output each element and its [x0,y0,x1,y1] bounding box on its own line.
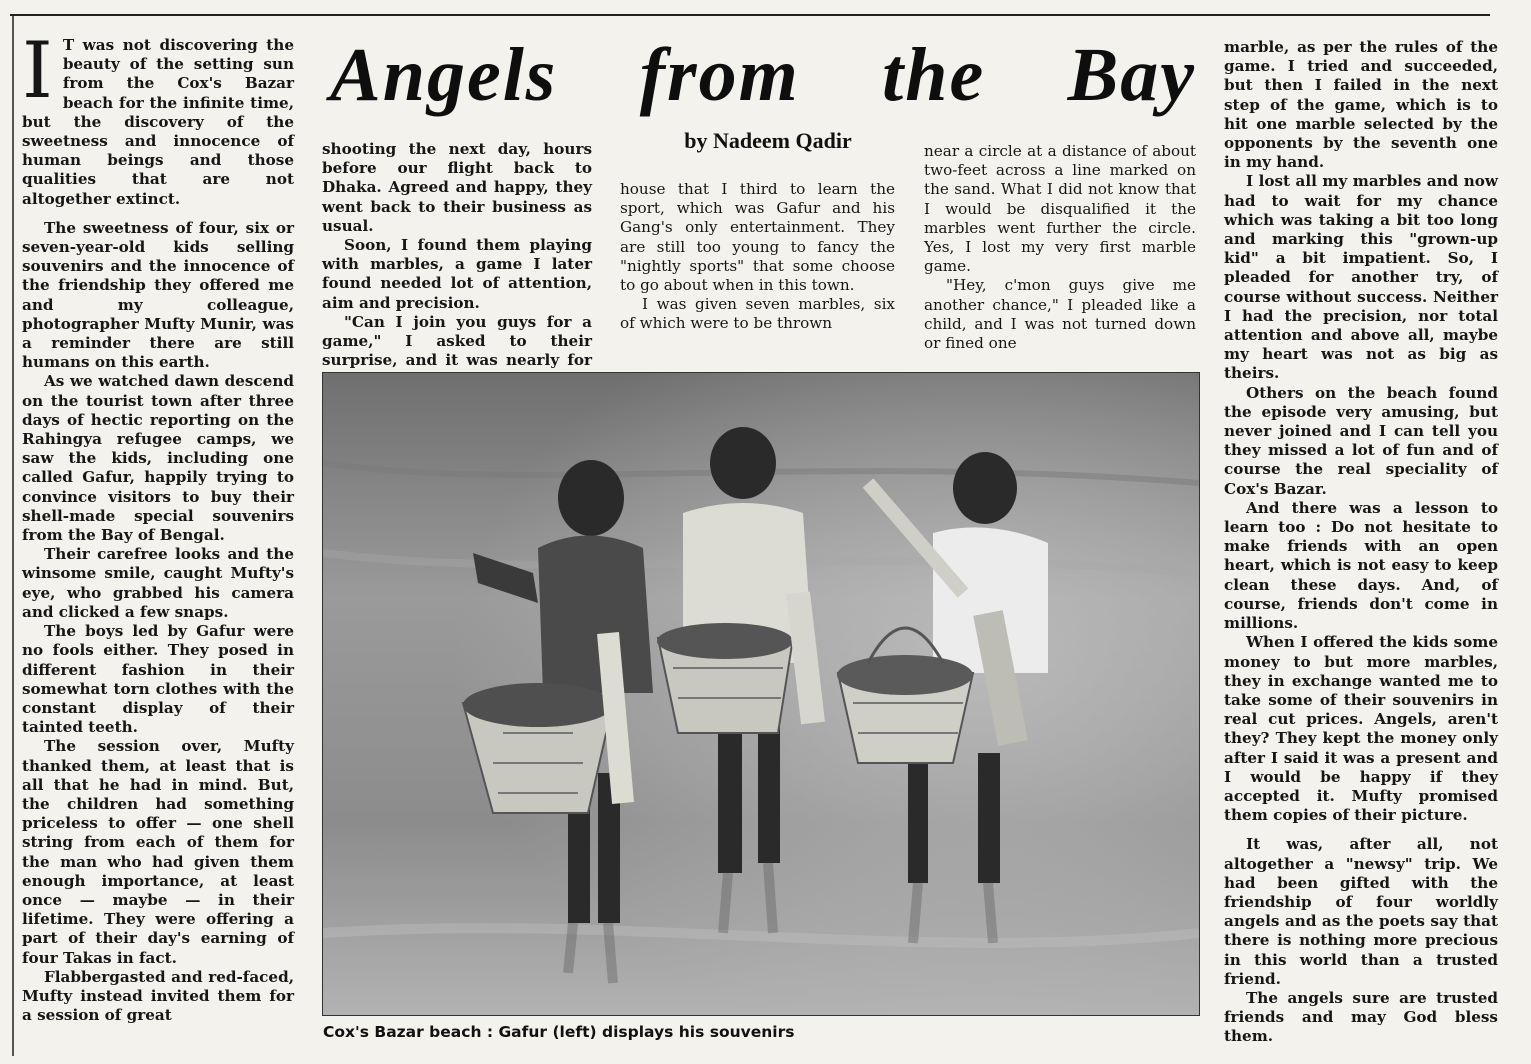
shell-strings-left [608,633,623,803]
paragraph: The angels sure are trusted friends and may God bless them. [1224,988,1498,1046]
paragraph: The sweetness of four, six or seven-year-old kids selling souvenirs and the innocence of the friendship they offered me and my colleague, photographer Mufty Munir, was a reminder there are still humans on this earth. [22,218,294,372]
paragraph: house that I third to learn the sport, which was Gafur and his Gang's only entertainment. They are still too young to fancy the "nightly sports" that some choose to go about when in this town. [620,180,895,295]
paragraph: near a circle at a distance of about two-feet across a line marked on the sand. What I did not know that I would be disqualified it the marbles went further the circle. Yes, I lost my very first marble game. [924,142,1196,276]
paragraph: shooting the next day, hours before our flight back to Dhaka. Agreed and happy, they went back to their business as usual. [322,140,592,235]
paragraph: Others on the beach found the episode very amusing, but never joined and I can tell you they missed a lot of fun and of course the real speciality of Cox's Bazar. [1224,383,1498,498]
column-4 [924,142,1196,353]
column-5 [1224,38,1498,1047]
paragraph-text: T was not discovering the beauty of the setting sun from the Cox's Bazar beach for the infinite time, but the discovery of the sweetness and innocence of human beings and those qualities that are not altogether extinct. [22,36,294,208]
drop-cap: I [22,26,53,116]
paragraph: Flabbergasted and red-faced, Mufty instead invited them for a session of great [22,967,294,1025]
shell-strings-middle [798,593,813,723]
paragraph: I was given seven marbles, six of which were to be thrown [620,295,895,333]
article-photo [322,372,1200,1016]
paragraph: marble, as per the rules of the game. I tried and succeeded, but then I failed in the next step of the game, which is to hit one marble selected by the opponents by the seventh one in my hand. [1224,38,1498,172]
paragraph: Soon, I found them playing with marbles, a game I later found needed lot of attention, aim and precision. [322,236,592,312]
paragraph: It was, after all, not altogether a "newsy" trip. We had been gifted with the friendship of four worldly angels and as the poets say that there is nothing more precious in this world than a trusted friend. [1224,835,1498,988]
top-rule [10,14,1490,16]
paragraph: "Hey, c'mon guys give me another chance," I pleaded like a child, and I was not turned down or fined one [924,276,1196,353]
paragraph: As we watched dawn descend on the tourist town after three days of hectic reporting on the Rahingya refugee camps, we saw the kids, including one called Gafur, happily trying to convince visitors to buy their shell-made special souvenirs from the Bay of Bengal. [22,372,294,545]
column-1 [22,26,294,1025]
paragraph [22,26,294,209]
basket-middle [657,623,793,733]
column-rule [12,16,14,1056]
paragraph: I lost all my marbles and now had to wait for my chance which was taking a bit too long and marking this "grown-up kid" a bit impatient. So, I pleaded for another try, of course without success. Neither I had the precision, nor total attention and above all, maybe my heart was not as big as theirs. [1224,172,1498,383]
paragraph: The session over, Mufty thanked them, at least that is all that he had in mind. But, the children had something priceless to offer — one shell string from each of them for the man who had given them enough importance, at least once — maybe — in their lifetime. They were offering a part of their day's earning of four Takas in fact. [22,737,294,967]
paragraph: Their carefree looks and the winsome smile, caught Mufty's eye, who grabbed his camera and clicked a few snaps. [22,545,294,621]
headline: Angels from the Bay [330,33,1196,117]
column-2 [322,140,592,390]
beach-kids-photo [323,373,1199,1015]
column-3 [620,180,895,334]
byline: by Nadeem Qadir [684,128,852,153]
paragraph: And there was a lesson to learn too : Do not hesitate to make friends with an open heart, which is not easy to keep clean these days. And, of course, friends don't come in millions. [1224,498,1498,633]
paragraph: The boys led by Gafur were no fools either. They posed in different fashion in their somewhat torn clothes with the constant display of their tainted teeth. [22,622,294,737]
paragraph: When I offered the kids some money to but more marbles, they in exchange wanted me to take some of their souvenirs in real cut prices. Angels, aren't they? They kept the money only after I said it was a present and I would be happy if they accepted it. Mufty promised them copies of their picture. [1224,633,1498,825]
photo-caption: Cox's Bazar beach : Gafur (left) displays his souvenirs [323,1023,795,1041]
paragraph: "Can I join you guys for a game," I asked to their surprise, and it was nearly for [322,312,592,370]
